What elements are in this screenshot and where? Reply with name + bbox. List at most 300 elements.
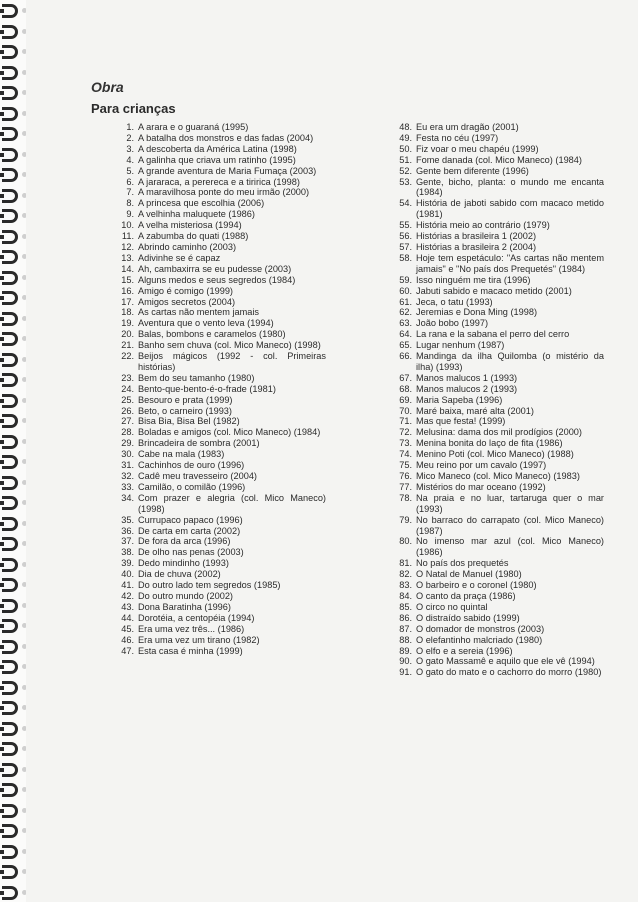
list-item-number: 29. <box>121 438 134 449</box>
binding-coil <box>2 45 18 59</box>
list-item <box>392 602 604 613</box>
list-item-title: O elefantinho malcriado (1980) <box>416 634 543 645</box>
binding-coil <box>2 558 18 572</box>
list-item <box>114 569 326 580</box>
list-item <box>392 569 604 580</box>
list-item <box>114 253 326 264</box>
list-item-number: 43. <box>121 601 134 612</box>
list-item-title: Histórias a brasileira 2 (2004) <box>416 241 536 252</box>
list-item <box>392 198 604 220</box>
list-item-number: 26. <box>121 405 134 416</box>
list-item-number: 12. <box>121 241 134 252</box>
list-item <box>114 646 326 657</box>
list-item-number: 5. <box>126 165 134 176</box>
binding-coil <box>2 271 18 285</box>
list-item-title: Alguns medos e seus segredos (1984) <box>138 274 296 285</box>
works-list-left <box>114 122 326 656</box>
list-item-number: 83. <box>399 580 412 591</box>
binding-coil <box>2 209 18 223</box>
list-item <box>114 395 326 406</box>
binding-coil <box>2 373 18 387</box>
list-item-number: 90. <box>399 656 412 667</box>
list-item-title: O gato Massamê e aquilo que ele vê (1994) <box>416 656 595 667</box>
list-item-number: 53. <box>399 176 412 187</box>
list-item-title: Dedo mindinho (1993) <box>138 558 229 569</box>
list-item-number: 22. <box>121 351 134 362</box>
list-item <box>114 493 326 515</box>
list-item <box>114 602 326 613</box>
binding-coil <box>2 476 18 490</box>
list-item-number: 47. <box>121 645 134 656</box>
list-item-number: 84. <box>399 590 412 601</box>
list-item <box>114 340 326 351</box>
binding-coil <box>2 537 18 551</box>
list-item-title: Abrindo caminho (2003) <box>138 241 237 252</box>
list-item-title: Jabuti sabido e macaco metido (2001) <box>416 285 572 296</box>
list-item-title: Cachinhos de ouro (1996) <box>138 460 245 471</box>
list-item-title: De olho nas penas (2003) <box>138 547 244 558</box>
list-item-title: Meu reino por um cavalo (1997) <box>416 460 547 471</box>
list-item-number: 20. <box>121 329 134 340</box>
list-item-title: A arara e o guaraná (1995) <box>138 122 249 132</box>
list-item <box>392 384 604 395</box>
list-item-title: Menina bonita do laço de fita (1986) <box>416 438 563 449</box>
binding-coil <box>2 148 18 162</box>
list-item <box>392 122 604 133</box>
list-item-number: 67. <box>399 372 412 383</box>
list-item-number: 81. <box>399 558 412 569</box>
binding-coil <box>2 127 18 141</box>
list-item <box>392 591 604 602</box>
binding-coil <box>2 865 18 879</box>
list-item <box>114 318 326 329</box>
list-item-number: 57. <box>399 241 412 252</box>
list-item <box>114 122 326 133</box>
list-item <box>392 318 604 329</box>
binding-coil <box>2 722 18 736</box>
list-item-title: A jararaca, a perereca e a tiririca (1998) <box>138 176 300 187</box>
list-item-title: Banho sem chuva (col. Mico Maneco) (1998) <box>138 340 321 351</box>
list-item-number: 28. <box>121 427 134 438</box>
binding-coil <box>2 681 18 695</box>
list-item <box>114 547 326 558</box>
list-item-number: 64. <box>399 329 412 340</box>
list-item-title: La rana e la sabana el perro del cerro <box>416 329 570 340</box>
list-item <box>392 155 604 166</box>
list-item-number: 19. <box>121 318 134 329</box>
list-item-title: A velha misteriosa (1994) <box>138 220 242 231</box>
list-item-number: 35. <box>121 514 134 525</box>
list-item <box>114 427 326 438</box>
list-item <box>114 231 326 242</box>
document-page <box>26 0 638 902</box>
list-item <box>392 297 604 308</box>
list-item <box>392 471 604 482</box>
list-item-number: 46. <box>121 634 134 645</box>
list-item-title: Mas que festa! (1999) <box>416 416 506 427</box>
binding-coil <box>2 414 18 428</box>
list-item-number: 9. <box>126 209 134 220</box>
list-item <box>114 155 326 166</box>
list-item-number: 66. <box>399 351 412 362</box>
list-item-title: Eu era um dragão (2001) <box>416 122 519 132</box>
list-item <box>392 340 604 351</box>
list-item <box>114 536 326 547</box>
list-item <box>114 187 326 198</box>
list-item <box>392 231 604 242</box>
list-item-title: Menino Poti (col. Mico Maneco) (1988) <box>416 449 574 460</box>
list-item-title: A zabumba do quati (1988) <box>138 231 249 242</box>
list-item-number: 14. <box>121 263 134 274</box>
list-item-number: 59. <box>399 274 412 285</box>
list-item-number: 86. <box>399 612 412 623</box>
binding-coil <box>2 845 18 859</box>
list-item <box>114 416 326 427</box>
list-item-number: 77. <box>399 481 412 492</box>
list-item-title: Bento-que-bento-é-o-frade (1981) <box>138 383 276 394</box>
list-item-number: 60. <box>399 285 412 296</box>
list-item-title: Era uma vez três... (1986) <box>138 623 245 634</box>
list-item <box>114 624 326 635</box>
list-item <box>392 536 604 558</box>
list-item-number: 24. <box>121 383 134 394</box>
list-item <box>392 406 604 417</box>
list-item <box>392 395 604 406</box>
list-item <box>114 209 326 220</box>
list-item <box>392 242 604 253</box>
binding-coil <box>2 230 18 244</box>
list-item-title: Maré baixa, maré alta (2001) <box>416 405 534 416</box>
binding-coil <box>2 353 18 367</box>
list-item-title: A maravilhosa ponte do meu irmão (2000) <box>138 187 310 198</box>
list-item-number: 89. <box>399 645 412 656</box>
binding-coil <box>2 578 18 592</box>
list-item-number: 18. <box>121 307 134 318</box>
list-item-number: 34. <box>121 492 134 503</box>
list-item <box>392 351 604 373</box>
binding-coil <box>2 168 18 182</box>
works-list-right <box>392 122 604 678</box>
binding-coil <box>2 455 18 469</box>
list-item <box>392 286 604 297</box>
list-item-title: Na praia e no luar, tartaruga quer o mar (1993) <box>416 492 604 514</box>
list-item-title: Fome danada (col. Mico Maneco) (1984) <box>416 154 582 165</box>
list-item <box>114 220 326 231</box>
list-item <box>392 133 604 144</box>
list-item-title: Dia de chuva (2002) <box>138 569 221 580</box>
list-item-title: Maria Sapeba (1996) <box>416 394 503 405</box>
list-item-title: Amigos secretos (2004) <box>138 296 236 307</box>
list-item <box>392 482 604 493</box>
binding-coil <box>2 660 18 674</box>
list-item <box>114 580 326 591</box>
list-item-number: 40. <box>121 569 134 580</box>
list-item-number: 65. <box>399 340 412 351</box>
list-item <box>114 449 326 460</box>
list-item-number: 25. <box>121 394 134 405</box>
binding-coil <box>2 86 18 100</box>
list-item <box>392 656 604 667</box>
binding-coil <box>2 619 18 633</box>
binding-coil <box>2 763 18 777</box>
list-item-number: 45. <box>121 623 134 634</box>
list-item-number: 68. <box>399 383 412 394</box>
list-item-number: 37. <box>121 536 134 547</box>
list-item-title: Dona Baratinha (1996) <box>138 601 231 612</box>
list-item-title: O barbeiro e o coronel (1980) <box>416 580 537 591</box>
list-item-number: 31. <box>121 460 134 471</box>
list-item-title: Ah, cambaxirra se eu pudesse (2003) <box>138 263 292 274</box>
list-item-title: Mistérios do mar oceano (1992) <box>416 481 546 492</box>
list-item-number: 27. <box>121 416 134 427</box>
list-item-title: Jeremias e Dona Ming (1998) <box>416 307 538 318</box>
list-item <box>392 144 604 155</box>
list-item-number: 73. <box>399 438 412 449</box>
binding-coil <box>2 783 18 797</box>
list-item-title: Balas, bombons e caramelos (1980) <box>138 329 286 340</box>
binding-coil <box>2 291 18 305</box>
list-item <box>114 482 326 493</box>
list-item-title: O circo no quintal <box>416 601 488 612</box>
list-item-number: 74. <box>399 449 412 460</box>
list-item-number: 48. <box>399 122 412 132</box>
binding-coil <box>2 824 18 838</box>
list-item-number: 76. <box>399 471 412 481</box>
list-item-number: 63. <box>399 318 412 329</box>
list-item-number: 44. <box>121 612 134 623</box>
list-item-title: Boladas e amigos (col. Mico Maneco) (1984) <box>138 427 321 438</box>
list-item-title: Cabe na mala (1983) <box>138 449 225 460</box>
list-item-title: Amigo é comigo (1999) <box>138 285 233 296</box>
list-item <box>392 166 604 177</box>
binding-coil <box>2 742 18 756</box>
list-item-title: Manos malucos 2 (1993) <box>416 383 518 394</box>
list-item-title: Mico Maneco (col. Mico Maneco) (1983) <box>416 471 580 481</box>
list-item <box>392 558 604 569</box>
list-item-title: Bem do seu tamanho (1980) <box>138 372 255 383</box>
list-item-number: 36. <box>121 525 134 536</box>
list-item-title: O canto da praça (1986) <box>416 590 516 601</box>
list-item-number: 6. <box>126 176 134 187</box>
list-item-title: Do outro lado tem segredos (1985) <box>138 580 281 591</box>
list-item <box>392 667 604 678</box>
list-item <box>392 307 604 318</box>
list-item <box>114 329 326 340</box>
binding-coil <box>2 599 18 613</box>
list-item <box>114 591 326 602</box>
list-item <box>114 635 326 646</box>
list-item <box>392 373 604 384</box>
binding-coil <box>2 312 18 326</box>
list-item <box>392 460 604 471</box>
list-item <box>392 177 604 199</box>
list-item-number: 75. <box>399 460 412 471</box>
list-item-title: A velhinha maluquete (1986) <box>138 209 255 220</box>
list-item-title: Do outro mundo (2002) <box>138 590 233 601</box>
list-item-title: Gente, bicho, planta: o mundo me encanta (1984) <box>416 176 604 198</box>
list-item-title: A princesa que escolhia (2006) <box>138 198 265 209</box>
section-subheading: Para crianças <box>91 101 176 116</box>
list-item-number: 69. <box>399 394 412 405</box>
list-item-number: 38. <box>121 547 134 558</box>
list-item <box>392 515 604 537</box>
list-item <box>114 351 326 373</box>
list-item-title: O elfo e a sereia (1996) <box>416 645 513 656</box>
list-item-number: 41. <box>121 580 134 591</box>
list-item-title: No imenso mar azul (col. Mico Maneco) (1986) <box>416 536 604 558</box>
list-item-title: Melusina: dama dos mil prodígios (2000) <box>416 427 582 438</box>
list-item <box>392 329 604 340</box>
list-item-number: 10. <box>121 220 134 231</box>
binding-coil <box>2 640 18 654</box>
list-item <box>114 242 326 253</box>
list-item <box>114 144 326 155</box>
list-item-title: A descoberta da América Latina (1998) <box>138 143 297 154</box>
list-item <box>392 580 604 591</box>
list-item-title: O Natal de Manuel (1980) <box>416 569 522 580</box>
list-item-title: De fora da arca (1996) <box>138 536 231 547</box>
list-item <box>114 526 326 537</box>
list-item-number: 16. <box>121 285 134 296</box>
list-item <box>392 646 604 657</box>
list-item-number: 15. <box>121 274 134 285</box>
binding-coil <box>2 332 18 346</box>
list-item-number: 54. <box>399 198 412 209</box>
list-item-number: 62. <box>399 307 412 318</box>
list-item <box>114 264 326 275</box>
list-item-number: 32. <box>121 471 134 481</box>
list-item-number: 87. <box>399 623 412 634</box>
binding-coil <box>2 4 18 18</box>
list-item <box>114 177 326 188</box>
list-item-title: Isso ninguém me tira (1996) <box>416 274 531 285</box>
list-item-number: 8. <box>126 198 134 209</box>
section-heading: Obra <box>91 79 124 95</box>
list-item <box>392 449 604 460</box>
list-item-number: 71. <box>399 416 412 427</box>
list-item-title: Lugar nenhum (1987) <box>416 340 505 351</box>
list-item-number: 42. <box>121 590 134 601</box>
list-item <box>114 613 326 624</box>
list-item <box>392 253 604 275</box>
binding-coil <box>2 804 18 818</box>
list-item-title: Gente bem diferente (1996) <box>416 165 529 176</box>
list-item-title: Cadê meu travesseiro (2004) <box>138 471 257 481</box>
list-item-title: Hoje tem espetáculo: "As cartas não mentem jamais" e "No país dos Prequetés" (1984) <box>416 252 604 274</box>
list-item <box>392 427 604 438</box>
list-item-number: 39. <box>121 558 134 569</box>
list-item-number: 33. <box>121 481 134 492</box>
list-item-number: 13. <box>121 252 134 263</box>
list-item-number: 79. <box>399 514 412 525</box>
list-item-number: 51. <box>399 154 412 165</box>
list-item <box>114 286 326 297</box>
list-item-number: 52. <box>399 165 412 176</box>
list-item-number: 80. <box>399 536 412 547</box>
list-item-title: O gato do mato e o cachorro do morro (1980) <box>416 667 602 678</box>
list-item <box>114 198 326 209</box>
list-item-title: Beijos mágicos (1992 - col. Primeiras histórias) <box>138 351 326 372</box>
binding-coil <box>2 25 18 39</box>
list-item-title: Era uma vez um tirano (1982) <box>138 634 260 645</box>
list-item <box>392 416 604 427</box>
list-item <box>392 624 604 635</box>
list-item-number: 58. <box>399 252 412 263</box>
list-item-title: João bobo (1997) <box>416 318 489 329</box>
list-item-title: Besouro e prata (1999) <box>138 394 233 405</box>
list-item-title: Bisa Bia, Bisa Bel (1982) <box>138 416 240 427</box>
list-item-title: No país dos prequetés <box>416 558 509 569</box>
list-item-title: O distraído sabido (1999) <box>416 612 520 623</box>
list-item <box>114 133 326 144</box>
list-item-title: A batalha dos monstros e das fadas (2004) <box>138 132 314 143</box>
list-item-title: Jeca, o tatu (1993) <box>416 296 493 307</box>
list-item <box>114 373 326 384</box>
list-item-title: A galinha que criava um ratinho (1995) <box>138 154 296 165</box>
list-item-number: 55. <box>399 220 412 231</box>
list-item-title: Adivinhe se é capaz <box>138 252 221 263</box>
list-item-number: 88. <box>399 634 412 645</box>
binding-coil <box>2 886 18 900</box>
binding-coil <box>2 107 18 121</box>
list-item-title: No barraco do carrapato (col. Mico Maneco) (1987) <box>416 514 604 536</box>
list-item-title: O domador de monstros (2003) <box>416 623 545 634</box>
list-item <box>114 515 326 526</box>
list-item-title: Aventura que o vento leva (1994) <box>138 318 274 329</box>
list-item-title: Festa no céu (1997) <box>416 132 499 143</box>
list-item-number: 7. <box>126 187 134 198</box>
list-item-number: 23. <box>121 372 134 383</box>
list-item-title: Beto, o carneiro (1993) <box>138 405 232 416</box>
list-item <box>392 220 604 231</box>
list-item-number: 1. <box>126 122 134 132</box>
list-item-number: 3. <box>126 143 134 154</box>
list-item <box>392 613 604 624</box>
list-item-title: Currupaco papaco (1996) <box>138 514 243 525</box>
list-item-title: Manos malucos 1 (1993) <box>416 372 518 383</box>
list-item <box>114 438 326 449</box>
list-item-number: 30. <box>121 449 134 460</box>
list-item-number: 50. <box>399 143 412 154</box>
list-item <box>114 406 326 417</box>
list-item <box>114 275 326 286</box>
list-item-number: 11. <box>121 231 134 242</box>
list-item-number: 72. <box>399 427 412 438</box>
binding-coil <box>2 250 18 264</box>
list-item-number: 91. <box>399 667 412 678</box>
list-item <box>114 307 326 318</box>
list-item-title: As cartas não mentem jamais <box>138 307 260 318</box>
list-item <box>114 384 326 395</box>
binding-coil <box>2 189 18 203</box>
list-item-title: A grande aventura de Maria Fumaça (2003) <box>138 165 317 176</box>
spiral-binding <box>0 0 26 902</box>
list-item <box>114 460 326 471</box>
list-item <box>392 275 604 286</box>
list-item-number: 78. <box>399 492 412 503</box>
binding-coil <box>2 517 18 531</box>
list-item-number: 82. <box>399 569 412 580</box>
list-item-title: Mandinga da ilha Quilomba (o mistério da ilha) (1993) <box>416 351 604 372</box>
list-item-title: Histórias a brasileira 1 (2002) <box>416 231 536 242</box>
binding-coil <box>2 435 18 449</box>
list-item <box>114 297 326 308</box>
list-item-title: Fiz voar o meu chapéu (1999) <box>416 143 539 154</box>
list-item-title: Brincadeira de sombra (2001) <box>138 438 260 449</box>
binding-coil <box>2 701 18 715</box>
list-item-title: Camilão, o comilão (1996) <box>138 481 246 492</box>
list-item <box>392 635 604 646</box>
